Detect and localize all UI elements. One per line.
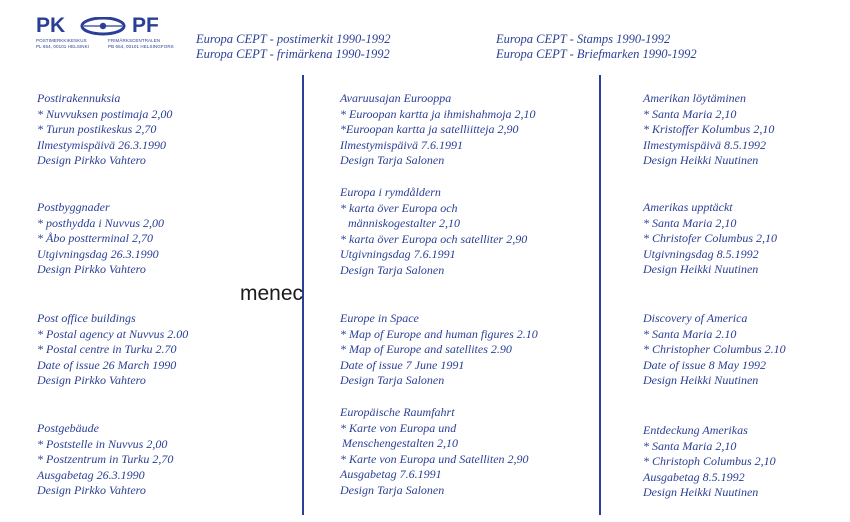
- block-line: * Turun postikeskus 2,70: [37, 122, 157, 136]
- block-line: Utgivningsdag 26.3.1990: [37, 246, 159, 261]
- watermark-text: menec: [240, 282, 304, 305]
- block-line: * Postal centre in Turku 2.70: [37, 342, 177, 356]
- block-line: Design Heikki Nuutinen: [643, 485, 759, 499]
- stamp-info-block: [37, 200, 164, 278]
- logo-pf-text: PF: [132, 14, 159, 37]
- block-line: Ausgabetag 7.6.1991: [340, 467, 442, 481]
- block-line: Utgivningsdag 7.6.1991: [340, 247, 456, 261]
- block-line: Ausgabetag 26.3.1990: [37, 467, 145, 482]
- header-right-line: Europa CEPT - Stamps 1990-1992: [496, 32, 671, 46]
- envelope-eye-icon: [76, 17, 130, 37]
- block-title: Amerikan löytäminen: [643, 91, 746, 105]
- block-line: * Nuvvuksen postimaja 2,00: [37, 106, 173, 121]
- block-line: Date of issue 7 June 1991: [340, 357, 465, 372]
- block-title: Postbyggnader: [37, 200, 110, 214]
- block-line: * Christofer Columbus 2,10: [643, 231, 778, 245]
- logo-line2-left: PL 654, 00101 HELSINKI: [36, 44, 90, 49]
- logo-line1-left: POSTIMERKKIKESKUS: [36, 38, 87, 43]
- block-line: * Euroopan kartta ja ihmishahmoja 2,10: [340, 106, 536, 121]
- stamp-info-block: [340, 185, 527, 278]
- block-line: Utgivningsdag 8.5.1992: [643, 246, 759, 261]
- block-line: * Postal agency at Nuvvus 2.00: [37, 326, 189, 341]
- block-line: Design Pirkko Vahtero: [37, 373, 146, 387]
- block-title: Europäische Raumfahrt: [340, 405, 455, 419]
- block-title: Avaruusajan Eurooppa: [340, 91, 452, 105]
- block-line: Ilmestymispäivä 8.5.1992: [643, 137, 766, 152]
- block-line: Design Tarja Salonen: [340, 482, 445, 497]
- block-title: Discovery of America: [643, 311, 748, 325]
- block-line: Ilmestymispäivä 26.3.1990: [37, 137, 166, 152]
- block-line: * Santa Maria 2,10: [643, 438, 737, 453]
- block-line: * Åbo postterminal 2,70: [37, 231, 153, 245]
- block-line: Design Pirkko Vahtero: [37, 153, 146, 167]
- block-line: människogestalter 2,10: [348, 216, 460, 230]
- header-left-line: Europa CEPT - postimerkit 1990-1992: [196, 32, 391, 46]
- stamp-info-block: [643, 311, 786, 389]
- stamp-info-block: [643, 200, 777, 278]
- block-title: Amerikas upptäckt: [643, 200, 733, 214]
- block-line: Design Pirkko Vahtero: [37, 262, 146, 276]
- block-line: * Kristoffer Kolumbus 2,10: [643, 122, 775, 136]
- block-line: Menschengestalten 2,10: [342, 436, 458, 450]
- block-line: Design Tarja Salonen: [340, 262, 445, 277]
- block-title: Postgebäude: [37, 421, 99, 435]
- block-line: Design Pirkko Vahtero: [37, 483, 146, 497]
- stamp-info-block: [643, 91, 774, 169]
- logo-pk-text: PK: [36, 14, 66, 37]
- block-line: Design Heikki Nuutinen: [643, 262, 759, 276]
- block-line: Date of issue 26 March 1990: [37, 357, 177, 372]
- block-line: Design Heikki Nuutinen: [643, 373, 759, 387]
- block-line: * Christoph Columbus 2,10: [643, 454, 776, 468]
- stamp-info-block: [340, 91, 536, 169]
- stamp-info-block: [37, 311, 188, 389]
- block-line: Design Tarja Salonen: [340, 153, 445, 167]
- block-title: Postirakennuksia: [37, 91, 121, 105]
- block-line: Design Heikki Nuutinen: [643, 153, 759, 167]
- block-line: * Map of Europe and human figures 2.10: [340, 326, 538, 341]
- block-line: * Santa Maria 2,10: [643, 215, 737, 230]
- block-line: * posthydda i Nuvvus 2,00: [37, 215, 164, 230]
- block-line: * Santa Maria 2.10: [643, 326, 737, 341]
- block-title: Europa i rymdåldern: [340, 185, 441, 199]
- header-left-line: Europa CEPT - frimärkena 1990-1992: [196, 47, 390, 61]
- block-line: * Santa Maria 2,10: [643, 106, 737, 121]
- logo-line2-right: PB 654, 00101 HELSINGFORS: [108, 44, 174, 49]
- block-line: * Map of Europe and satellites 2.90: [340, 342, 512, 356]
- block-title: Entdeckung Amerikas: [643, 423, 748, 437]
- header-right-line: Europa CEPT - Briefmarken 1990-1992: [496, 47, 697, 61]
- block-line: Date of issue 8 May 1992: [643, 357, 766, 372]
- column-divider: [599, 75, 601, 515]
- block-line: Ausgabetag 8.5.1992: [643, 469, 745, 484]
- block-title: Post office buildings: [37, 311, 136, 325]
- stamp-info-block: [340, 405, 529, 498]
- block-line: * karta över Europa och satelliter 2,90: [340, 231, 528, 246]
- block-line: *Euroopan kartta ja satelliitteja 2,90: [340, 122, 519, 136]
- block-line: * karta över Europa och: [340, 200, 458, 215]
- block-line: * Christopher Columbus 2.10: [643, 342, 786, 356]
- block-line: Design Tarja Salonen: [340, 373, 445, 387]
- block-title: Europe in Space: [340, 311, 419, 325]
- pkpf-logo: [36, 14, 186, 48]
- block-line: * Poststelle in Nuvvus 2,00: [37, 436, 168, 451]
- block-line: * Postzentrum in Turku 2,70: [37, 452, 174, 466]
- header-left: [196, 32, 390, 62]
- block-line: Ilmestymispäivä 7.6.1991: [340, 137, 463, 152]
- block-line: * Karte von Europa und Satelliten 2,90: [340, 451, 529, 466]
- stamp-info-block: [37, 421, 173, 499]
- stamp-info-block: [340, 311, 538, 389]
- logo-line1-right: FRIMÄRKSCENTRALEN: [108, 38, 161, 43]
- block-line: * Karte von Europa und: [340, 420, 457, 435]
- stamp-info-block: [37, 91, 172, 169]
- header-right: [496, 32, 697, 62]
- stamp-info-block: [643, 423, 776, 501]
